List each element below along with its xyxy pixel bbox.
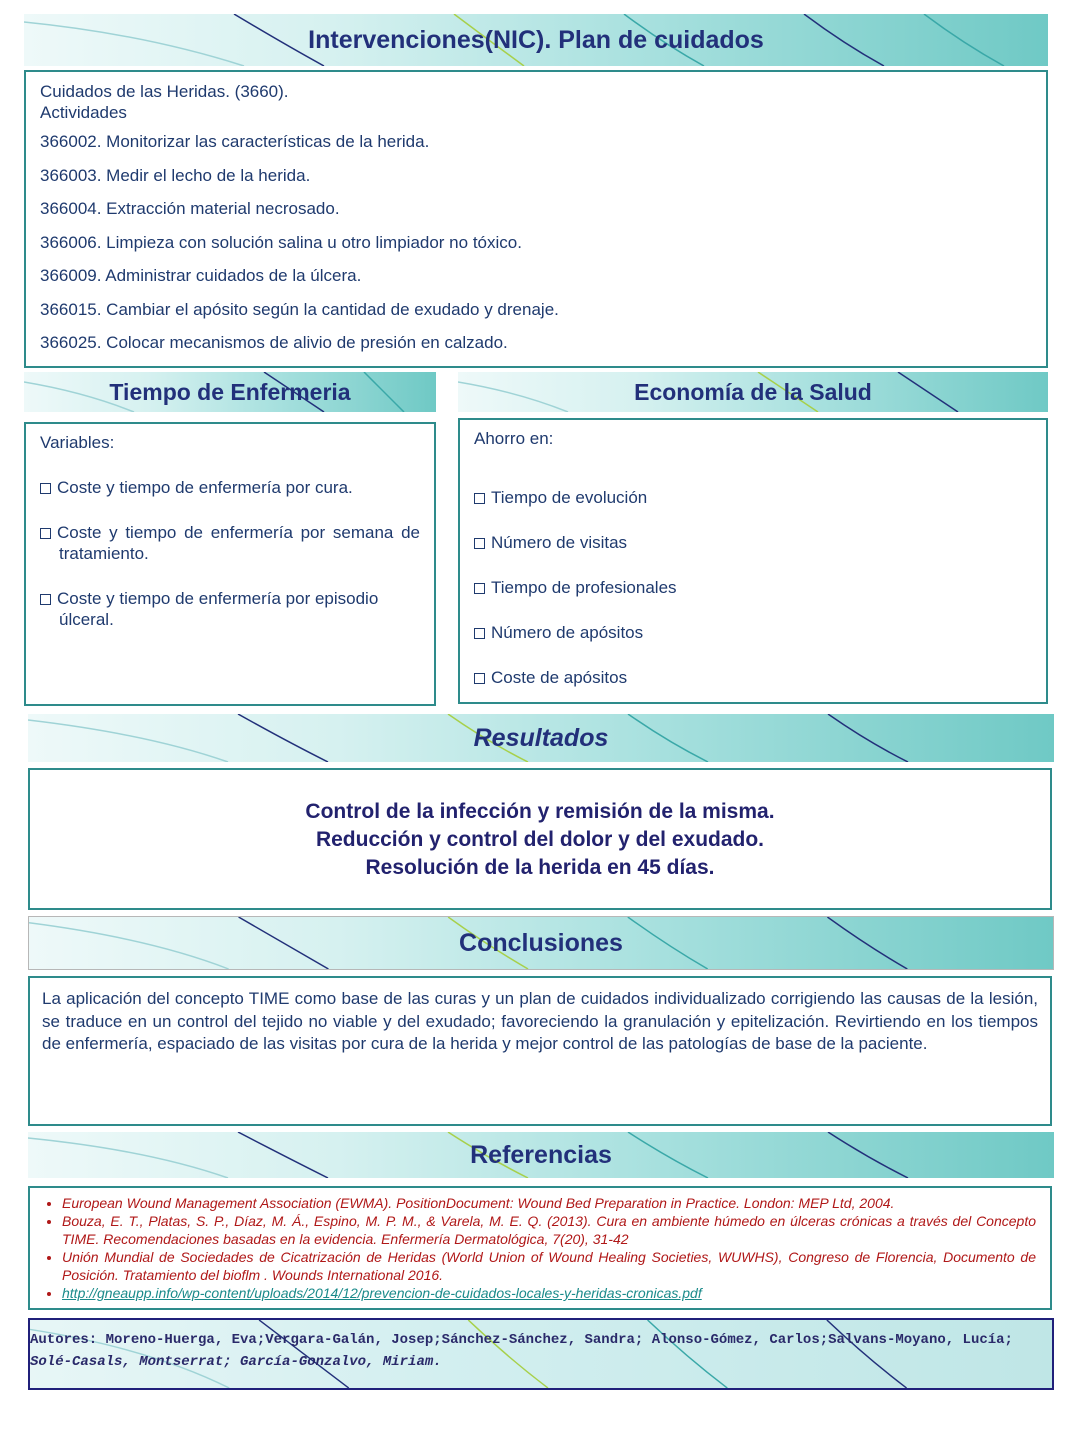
authors-box <box>28 1318 1054 1390</box>
results-line: Control de la infección y remisión de la misma. <box>305 800 775 823</box>
references-list <box>40 1194 1036 1302</box>
nursing-time-box <box>24 422 436 706</box>
results-title: Resultados <box>473 723 609 752</box>
health-economy-intro: Ahorro en: <box>474 429 554 448</box>
reference-item <box>62 1284 1036 1302</box>
checkbox-icon <box>474 493 485 504</box>
activity-item: 366009. Administrar cuidados de la úlcera. <box>40 266 362 285</box>
activity-item: 366015. Cambiar el apósito según la cantidad de exudado y drenaje. <box>40 299 559 319</box>
list-item: Coste y tiempo de enfermería por semana de tratamiento. <box>40 522 420 564</box>
health-economy-title: Economía de la Salud <box>634 378 872 405</box>
checkbox-icon <box>474 673 485 684</box>
references-box <box>28 1186 1052 1310</box>
nursing-time-intro: Variables: <box>40 433 115 452</box>
results-box <box>28 768 1052 910</box>
activity-item: 366002. Monitorizar las características de la herida. <box>40 132 430 151</box>
checkbox-icon <box>474 628 485 639</box>
activity-item: 366025. Colocar mecanismos de alivio de presión en calzado. <box>40 333 508 352</box>
list-item: Coste y tiempo de enfermería por episodio úlceral. <box>40 588 420 630</box>
conclusions-box <box>28 976 1052 1126</box>
health-economy-box <box>458 418 1048 704</box>
checkbox-icon <box>474 538 485 549</box>
checkbox-icon <box>474 583 485 594</box>
list-item: Tiempo de profesionales <box>474 577 1032 598</box>
list-item: Coste de apósitos <box>474 667 1032 688</box>
activity-item: 366003. Medir el lecho de la herida. <box>40 165 311 185</box>
list-item: Coste y tiempo de enfermería por cura. <box>40 477 420 498</box>
results-banner <box>28 714 1054 762</box>
list-item: Tiempo de evolución <box>474 487 1032 508</box>
interventions-subheading: Actividades <box>40 103 127 122</box>
health-economy-banner <box>458 372 1048 412</box>
reference-link[interactable]: http://gneaupp.info/wp-content/uploads/2014/12/prevencion-de-cuidados-locales-y-heridas-cronicas.pdf <box>62 1285 702 1301</box>
list-item: Número de visitas <box>474 532 1032 553</box>
interventions-banner <box>24 14 1048 66</box>
reference-item: • Bouza, E. T., Platas, S. P., Díaz, M. Á., Espino, M. P. M., & Varela, M. E. Q. (2013). Cura en ambiente húmedo en úlceras crónicas a través del Concepto TIME. Recomendaciones basadas en la evidencia. Enfermería Dermatológica, 7(20), 31-42 <box>62 1212 1036 1248</box>
references-title: Referencias <box>470 1140 612 1169</box>
checkbox-icon <box>40 594 51 605</box>
checkbox-icon <box>40 483 51 494</box>
conclusions-banner <box>28 916 1054 970</box>
results-line: Resolución de la herida en 45 días. <box>365 856 715 879</box>
list-item: Número de apósitos <box>474 622 1032 643</box>
conclusions-text: La aplicación del concepto TIME como base de las curas y un plan de cuidados individualizado corrigiendo las causas de la lesión, se traduce en un control del tejido no viable y del exudado; favoreciendo la granulación y epitelización. Revirtiendo en los tiempos de enfermería, espaciado de las visitas por cura de la herida y mejor control de las patologías de base de la paciente. <box>42 989 1038 1053</box>
nursing-time-title: Tiempo de Enfermeria <box>109 378 351 405</box>
nursing-time-banner <box>24 372 436 412</box>
authors-line: Solé-Casals, Montserrat; García-Gonzalvo, Miriam. <box>30 1354 442 1370</box>
interventions-heading: Cuidados de las Heridas. (3660). <box>40 82 289 101</box>
reference-item: • European Wound Management Association (EWMA). PositionDocument: Wound Bed Preparation in Practice. London: MEP Ltd, 2004. <box>62 1194 1036 1212</box>
conclusions-title: Conclusiones <box>459 928 623 957</box>
interventions-title: Intervenciones(NIC). Plan de cuidados <box>308 25 764 54</box>
references-banner <box>28 1132 1054 1178</box>
results-line: Reducción y control del dolor y del exudado. <box>315 828 765 851</box>
reference-item: • Unión Mundial de Sociedades de Cicatrización de Heridas (World Union of Wound Healing Societies, WUWHS), Congreso de Florencia, Documento de Posición. Tratamiento del bioflm . Wounds International 2016. <box>62 1248 1036 1284</box>
activity-item: 366006. Limpieza con solución salina u otro limpiador no tóxico. <box>40 232 522 252</box>
checkbox-icon <box>40 528 51 539</box>
authors-line: Autores: Moreno-Huerga, Eva;Vergara-Galán, Josep;Sánchez-Sánchez, Sandra; Alonso-Gómez, Carlos;Salvans-Moyano, Lucía; <box>30 1332 1013 1348</box>
activity-item: 366004. Extracción material necrosado. <box>40 199 340 218</box>
interventions-box <box>24 70 1048 368</box>
